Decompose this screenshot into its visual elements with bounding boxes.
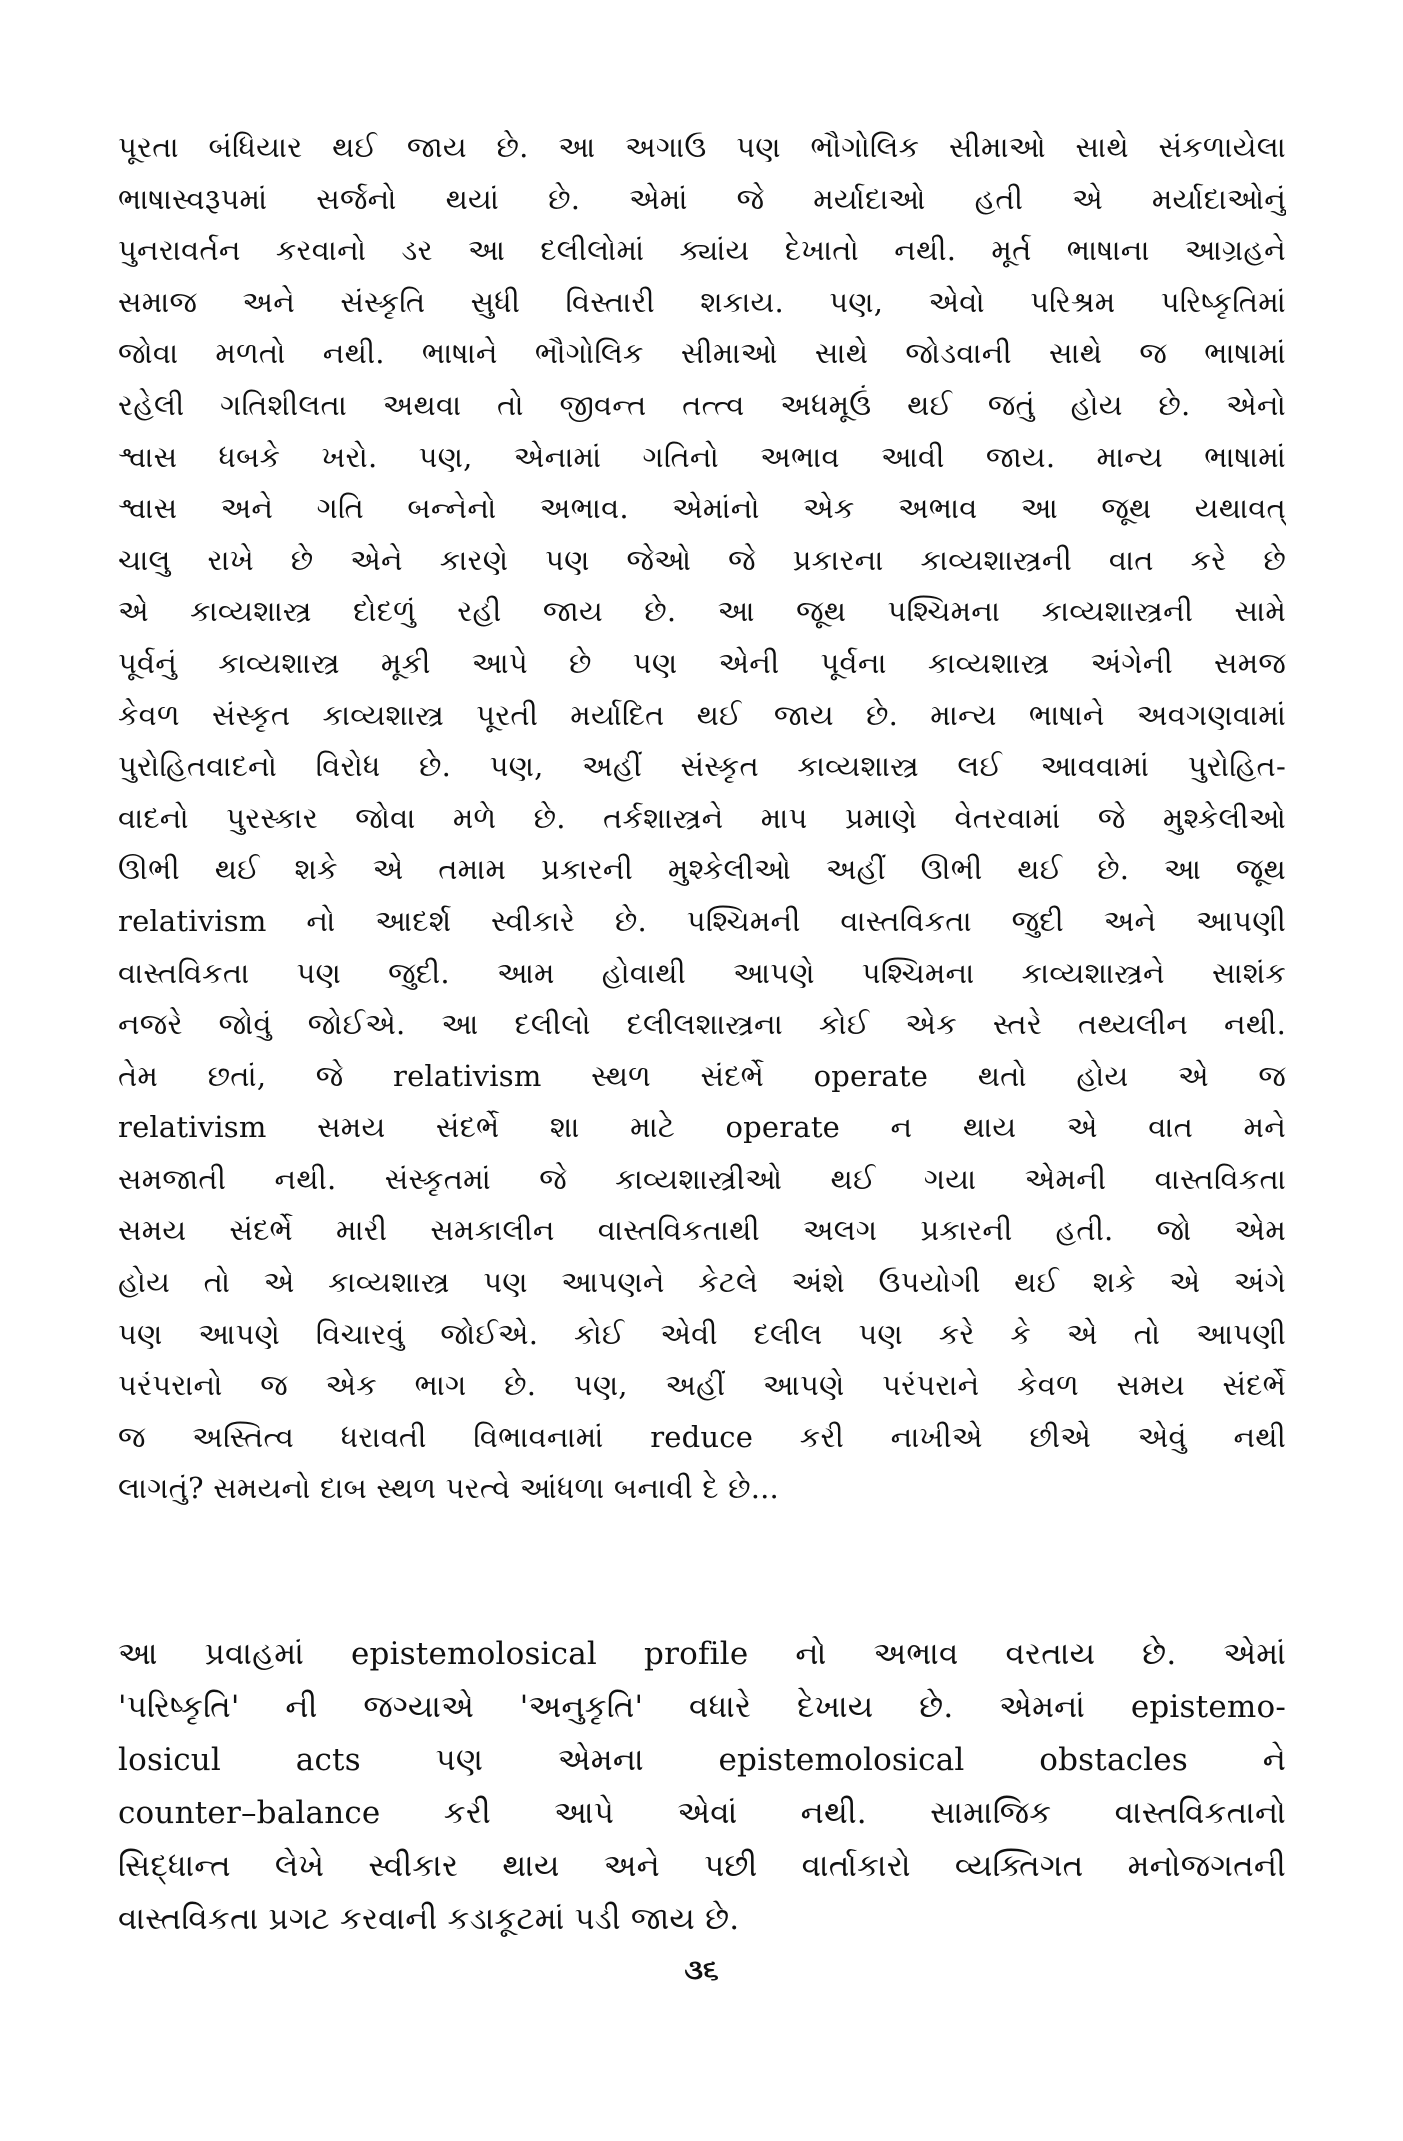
text-line: શ્વાસ અને ગતિ બન્નેનો અભાવ. એમાંનો એક અભાવ આ જૂથ યથાવત્ — [118, 491, 1286, 526]
text-line: પૂરતા બંધિયાર થઈ જાય છે. આ અગાઉ પણ ભૌગોલિક સીમાઓ સાથે સંકળાયેલા — [118, 130, 1286, 164]
text-line: relativism નો આદર્શ સ્વીકારે છે. પશ્ચિમની વાસ્તવિકતા જુદી અને આપણી — [118, 903, 1286, 938]
text-line: શ્વાસ ધબકે ખરો. પણ, એનામાં ગતિનો અભાવ આવી જાય. માન્ય ભાષામાં — [118, 439, 1286, 474]
text-line: એ કાવ્યશાસ્ત્ર દોદળું રહી જાય છે. આ જૂથ પશ્ચિમના કાવ્યશાસ્ત્રની સામે — [118, 594, 1286, 629]
text-line: જ અસ્તિત્વ ધરાવતી વિભાવનામાં reduce કરી નાખીએ છીએ એવું નથી — [118, 1419, 1286, 1454]
text-line: પરંપરાનો જ એક ભાગ છે. પણ, અહીં આપણે પરંપરાને કેવળ સમય સંદર્ભે — [118, 1368, 1286, 1403]
text-line: ચાલુ રાખે છે એને કારણે પણ જેઓ જે પ્રકારના કાવ્યશાસ્ત્રની વાત કરે છે — [118, 542, 1286, 577]
text-line: લાગતું? સમયનો દાબ સ્થળ પરત્વે આંધળા બનાવી દે છે... — [118, 1471, 779, 1506]
text-line: આ પ્રવાહમાં epistemolosical profile નો અભાવ વરતાય છે. એમાં — [118, 1636, 1286, 1672]
text-line: વાદનો પુરસ્કાર જોવા મળે છે. તર્કશાસ્ત્રને માપ પ્રમાણે વેતરવામાં જે મુશ્કેલીઓ — [118, 800, 1286, 835]
paragraph-1 — [118, 122, 1286, 1515]
text-line: પુનરાવર્તન કરવાનો ડર આ દલીલોમાં ક્યાંય દેખાતો નથી. મૂર્ત ભાષાના આગ્રહને — [118, 233, 1286, 268]
text-line: સિદ્ધાન્ત લેખે સ્વીકાર થાય અને પછી વાર્તાકારો વ્યક્તિગત મનોજગતની — [118, 1848, 1286, 1884]
text-line: relativism સમય સંદર્ભે શા માટે operate ન થાય એ વાત મને — [118, 1110, 1286, 1145]
text-line: સમજાતી નથી. સંસ્કૃતમાં જે કાવ્યશાસ્ત્રીઓ થઈ ગયા એમની વાસ્તવિકતા — [118, 1161, 1286, 1196]
text-line: નજરે જોવું જોઈએ. આ દલીલો દલીલશાસ્ત્રના કોઈ એક સ્તરે તથ્યલીન નથી. — [118, 1007, 1286, 1042]
text-line: સમાજ અને સંસ્કૃતિ સુધી વિસ્તારી શકાય. પણ, એવો પરિશ્રમ પરિષ્કૃતિમાં — [118, 284, 1286, 319]
text-line: ભાષાસ્વરૂપમાં સર્જનો થયાં છે. એમાં જે મર્યાદાઓ હતી એ મર્યાદાઓનું — [118, 181, 1286, 216]
text-line: ઊભી થઈ શકે એ તમામ પ્રકારની મુશ્કેલીઓ અહીં ઊભી થઈ છે. આ જૂથ — [118, 852, 1286, 887]
text-line: વાસ્તવિકતા પ્રગટ કરવાની કડાકૂટમાં પડી જાય છે. — [118, 1901, 740, 1937]
text-line: કેવળ સંસ્કૃત કાવ્યશાસ્ત્ર પૂરતી મર્યાદિત થઈ જાય છે. માન્ય ભાષાને અવગણવામાં — [118, 697, 1286, 732]
text-line: counter–balance કરી આપે એવાં નથી. સામાજિક વાસ્તવિકતાનો — [118, 1795, 1286, 1831]
text-line: losicul acts પણ એમના epistemolosical obstacles ને — [118, 1742, 1286, 1778]
text-line: વાસ્તવિકતા પણ જુદી. આમ હોવાથી આપણે પશ્ચિમના કાવ્યશાસ્ત્રને સાશંક — [118, 955, 1286, 990]
text-line: સમય સંદર્ભે મારી સમકાલીન વાસ્તવિકતાથી અલગ પ્રકારની હતી. જો એમ — [118, 1213, 1286, 1248]
text-line: રહેલી ગતિશીલતા અથવા તો જીવન્ત તત્ત્વ અધમૂઉં થઈ જતું હોય છે. એનો — [118, 387, 1286, 422]
paragraph-2 — [118, 1628, 1286, 1946]
text-line: તેમ છતાં, જે relativism સ્થળ સંદર્ભે operate થતો હોય એ જ — [118, 1058, 1286, 1093]
text-line: હોય તો એ કાવ્યશાસ્ત્ર પણ આપણને કેટલે અંશે ઉપયોગી થઈ શકે એ અંગે — [118, 1265, 1286, 1300]
text-line: જોવા મળતો નથી. ભાષાને ભૌગોલિક સીમાઓ સાથે જોડવાની સાથે જ ભાષામાં — [118, 336, 1286, 371]
text-line: પણ આપણે વિચારવું જોઈએ. કોઈ એવી દલીલ પણ કરે કે એ તો આપણી — [118, 1316, 1286, 1351]
page-number: ૩૬ — [684, 1953, 719, 1986]
text-line: પુરોહિતવાદનો વિરોધ છે. પણ, અહીં સંસ્કૃત કાવ્યશાસ્ત્ર લઈ આવવામાં પુરોહિત- — [118, 749, 1286, 784]
text-line: 'પરિષ્કૃતિ' ની જગ્યાએ 'અનુકૃતિ' વધારે દેખાય છે. એમનાં epistemo- — [118, 1689, 1286, 1725]
text-line: પૂર્વનું કાવ્યશાસ્ત્ર મૂકી આપે છે પણ એની પૂર્વના કાવ્યશાસ્ત્ર અંગેની સમજ — [118, 645, 1286, 680]
